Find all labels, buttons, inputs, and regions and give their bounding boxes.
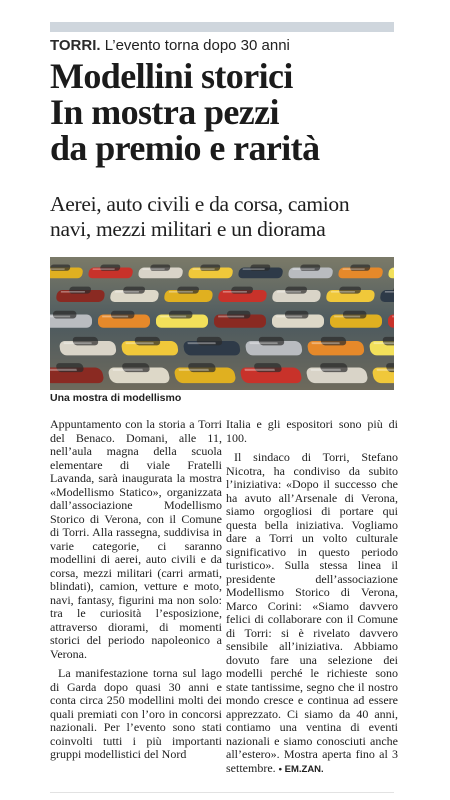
photo-caption: Una mostra di modellismo [50, 392, 182, 404]
article-photo [50, 257, 394, 390]
article-column-1 [50, 418, 222, 762]
kicker [50, 37, 400, 55]
subheadline-line: Aerei, auto civili e da corsa, camion [50, 192, 350, 216]
kicker-text: L’evento torna dopo 30 anni [104, 37, 290, 54]
bottom-rule [50, 792, 394, 793]
paragraph: Appuntamento con la storia a Torri del Benaco. Domani, alle 11, nell’aula magna della scuola elementare di viale Fratelli Lavanda, sarà inaugurata la mostra «Modellismo Statico», organizzata dall’associazione Modellismo Storico di Verona, con il Comune di Torri. Alla rassegna, suddivisa in varie categorie, ci saranno modellini di aerei, auto civili e da corsa, mezzi militari (carri armati, blindati), camion, vetture e moto, navi, fantasy, figurini ma non solo: tra le curiosità l’esposizione, attraverso diorami, di momenti storici del periodo napoleonico a Verona. [50, 417, 222, 661]
headline-line: Modellini storici [50, 56, 293, 96]
headline [50, 58, 400, 166]
paragraph [226, 451, 398, 776]
paragraph-text: Il sindaco di Torri, Stefano Nicotra, ha condiviso da subito l’iniziativa: «Dopo il successo che ha avuto all’Arsenale di Verona, siamo orgogliosi di portare qui questa bella iniziativa. Vogliamo dare a Torri un volto culturale significativo in questo periodo turistico». Sulla stessa linea il presidente dell’associazione Modellismo Storico di Verona, Marco Corini: «Siamo davvero felici di collaborare con il Comune di Torri: si è rivelato davvero sensibile all’iniziativa. Abbiamo dovuto fare una selezione dei modelli perché le richieste sono state tantissime, segno che il nostro mondo cresce e continua ad essere apprezzato. Ci siamo da 40 anni, contiamo una ventina di eventi nazionali e siamo conosciuti anche all’estero». Mostra aperta fino al 3 settembre. [226, 450, 398, 775]
subheadline-line: navi, mezzi militari e un diorama [50, 217, 326, 241]
model-cars-photo [50, 257, 394, 390]
kicker-place: TORRI. [50, 37, 101, 54]
paragraph: La manifestazione torna sul lago di Garda dopo quasi 30 anni e conta circa 250 modellini molti dei quali premiati con l’oro in concorsi nazionali. Per l’evento sono stati coinvolti tutti i più importanti gruppi modellistici del Nord [50, 666, 222, 761]
author-signature: • EM.ZAN. [278, 763, 324, 775]
paragraph: Italia e gli espositori sono più di 100. [226, 417, 398, 445]
headline-line: In mostra pezzi [50, 92, 279, 132]
subheadline [50, 192, 400, 242]
header-bar [50, 22, 394, 32]
article-column-2 [226, 418, 398, 776]
headline-line: da premio e rarità [50, 128, 320, 168]
